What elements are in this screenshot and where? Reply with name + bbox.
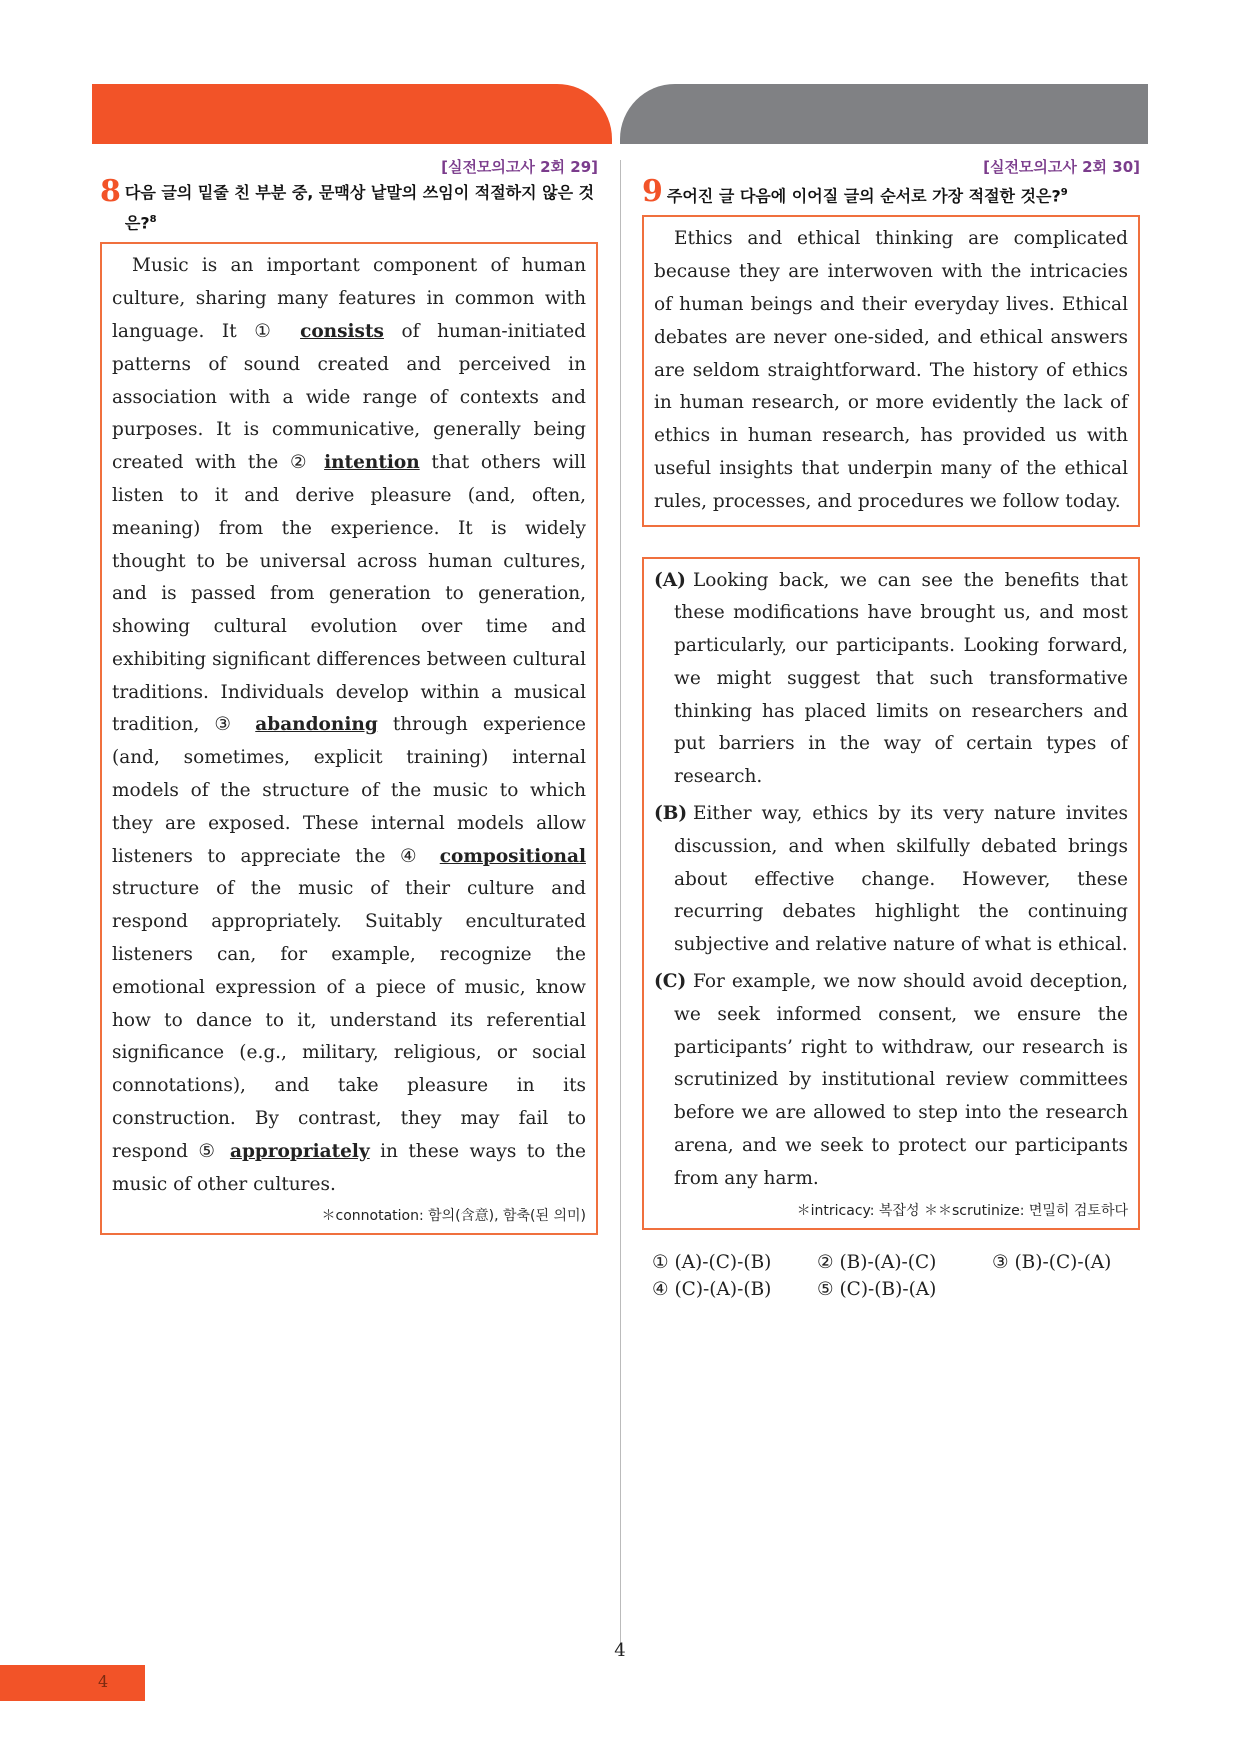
- paragraph-label: (B): [654, 803, 688, 825]
- option-2[interactable]: ② (B)-(A)-(C): [817, 1251, 937, 1273]
- option-5[interactable]: ⑤ (C)-(B)-(A): [817, 1278, 937, 1300]
- paragraph-b: [654, 798, 1128, 962]
- question-number: 8: [100, 174, 121, 209]
- answer-options: [642, 1252, 1140, 1300]
- question-points: 9: [1060, 187, 1068, 198]
- corner-page-number: 4: [98, 1672, 109, 1691]
- question-text: [667, 179, 1068, 209]
- passage-segment: Music is an important component of human culture, sharing many features in common with language. It ①: [112, 255, 586, 342]
- passage-segment: structure of the music of their culture and respond appropriately. Suitably enculturated listeners can, for example, recognize the emotional expression of a piece of music, know how to dance to it, understand its referential significance (e.g., military, religious, or social connotations), and take pleasure in its construction. By contrast, they may fail to respond ⑤: [112, 878, 586, 1162]
- question-prompt: 주어진 글 다음에 이어질 글의 순서로 가장 적절한 것은?: [666, 186, 1061, 206]
- page-number: 4: [614, 1640, 626, 1661]
- paragraph-text: For example, we now should avoid deception, we seek informed consent, we ensure the participants’ right to withdraw, our research is scrutinized by institutional review committees before we are allowed to step into the research arena, and we seek to protect our participants from any harm.: [674, 971, 1128, 1189]
- paragraph-text: Either way, ethics by its very nature invites discussion, and when skilfully debated brings about effective change. However, these recurring debates highlight the continuing subjective and relative nature of what is ethical.: [674, 803, 1128, 956]
- underlined-word: consists: [300, 320, 384, 342]
- given-passage-text: Ethics and ethical thinking are complicated because they are interwoven with the intricacies of human beings and their everyday lives. Ethical debates are never one-sided, and ethical answers are seldom straightforward. The history of ethics in human research, or more evidently the lack of ethics in human research, has provided us with useful insights that underpin many of the ethical rules, processes, and procedures we follow today.: [654, 228, 1128, 512]
- question-source: [실전모의고사 2회 30]: [983, 158, 1140, 176]
- underlined-word: abandoning: [255, 714, 378, 736]
- passage-segment: of human-initiated patterns of sound created and perceived in association with a wide range of contexts and purposes. It is communicative, generally being created with the ②: [112, 320, 586, 474]
- underlined-word: appropriately: [229, 1140, 370, 1162]
- header-tab-orange: [92, 84, 612, 144]
- paragraph-label: (A): [654, 569, 686, 591]
- underlined-word: intention: [324, 452, 420, 474]
- header-tab-gray: [620, 84, 1148, 144]
- question-9-column: [642, 156, 1140, 1300]
- passage-box: [100, 242, 598, 1235]
- vocab-note: ＊intricacy: 복잡성 ＊＊scrutinize: 면밀히 검토하다: [796, 1202, 1128, 1219]
- option-3[interactable]: ③ (B)-(C)-(A): [992, 1251, 1112, 1273]
- question-source: [실전모의고사 2회 29]: [441, 158, 598, 176]
- passage-segment: in these ways to the music of other cultures.: [112, 1140, 586, 1195]
- question-text: [125, 179, 598, 236]
- vocab-note: ＊connotation: 함의(含意), 함축(된 의미): [321, 1208, 586, 1225]
- paragraph-label: (C): [654, 971, 687, 993]
- ordering-box: [642, 557, 1140, 1230]
- question-header: [642, 174, 1140, 209]
- passage-segment: that others will listen to it and derive pleasure (and, often, meaning) from the experience. It is widely thought to be universal across human cultures, and is passed from generation to generation, showing cultural evolution over time and exhibiting significant differences between cultural traditions. Individuals develop within a musical tradition, ③: [112, 452, 586, 736]
- underlined-word: compositional: [439, 845, 586, 867]
- passage-text: [112, 250, 586, 1201]
- paragraph-text: Looking back, we can see the benefits that these modifications have brought us, and most particularly, our participants. Looking forward, we might suggest that such transformative thinking has placed limits on researchers and put barriers in the way of certain types of research.: [674, 569, 1128, 788]
- question-number: 9: [642, 174, 663, 209]
- option-4[interactable]: ④ (C)-(A)-(B): [652, 1278, 772, 1300]
- column-divider: [620, 160, 621, 1650]
- option-1[interactable]: ① (A)-(C)-(B): [652, 1251, 772, 1273]
- paragraph-a: [654, 565, 1128, 795]
- question-8-column: [100, 156, 598, 1235]
- question-prompt: 다음 글의 밑줄 친 부분 중, 문맥상 낱말의 쓰임이 적절하지 않은 것은?: [124, 183, 595, 233]
- passage-segment: through experience (and, sometimes, explicit training) internal models of the structure of the music to which they are exposed. These internal models allow listeners to appreciate the ④: [112, 714, 587, 867]
- question-header: [100, 174, 598, 236]
- corner-decoration: [0, 1665, 145, 1701]
- paragraph-c: [654, 966, 1128, 1196]
- given-passage-box: [642, 215, 1140, 526]
- question-points: 8: [149, 214, 157, 225]
